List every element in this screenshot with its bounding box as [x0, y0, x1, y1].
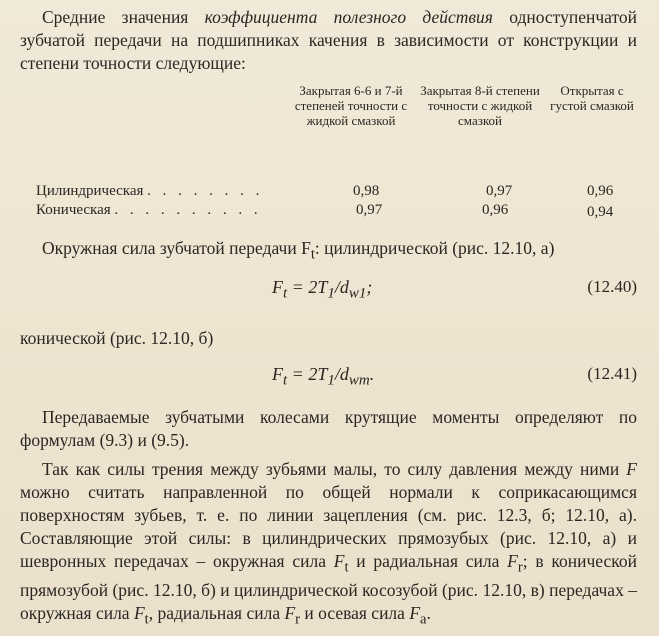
table-cell: 0,96 [482, 202, 509, 218]
conic-paragraph: конической (рис. 12.10, б) [20, 327, 214, 348]
table-cell: 0,98 [353, 183, 380, 199]
efficiency-table [20, 83, 637, 220]
table-header-3: Открытая с густой смазкой [550, 83, 634, 113]
intro-text-1: Средние значения [42, 7, 205, 27]
formula-expression: $F_t = 2T_1/d_{wm}$. [272, 363, 375, 389]
formula-number: (12.41) [587, 363, 637, 383]
table-cell: 0,94 [587, 204, 614, 220]
formula-12-41 [20, 364, 637, 394]
table-cell: 0,97 [486, 183, 513, 199]
intro-paragraph [20, 6, 637, 75]
table-row [36, 182, 263, 200]
table-header-2: Закрытая 8-й степени точности с жидкой смазкой [420, 83, 540, 128]
table-header-1: Закрытая 6-6 и 7-й степеней точности с жидкой смазкой [294, 83, 408, 128]
intro-term: коэффициента полезного действия [204, 7, 493, 27]
force-sub: t [310, 246, 315, 263]
formula-number: (12.40) [587, 276, 637, 296]
formula-expression: $F_t = 2T_1/d_{w1}$; [272, 276, 373, 302]
row-label: Коническая [36, 202, 111, 218]
force-text-tail: : цилиндрической (рис. 12.10, а) [314, 238, 555, 258]
force-text: Окружная сила зубчатой передачи F [42, 238, 311, 258]
table-cell: 0,97 [356, 202, 383, 218]
force-paragraph [20, 237, 637, 267]
table-cell: 0,96 [587, 183, 614, 199]
formula-12-40 [20, 277, 637, 307]
row-dots: . . . . . . . . [147, 183, 264, 199]
row-label: Цилиндрическая [36, 183, 144, 199]
intro-text-2: одноступенчатой зубчатой передачи на подшипниках качения в зависимости от конструкции и степени точности следующие: [20, 7, 637, 73]
row-dots: . . . . . . . . . . [114, 202, 262, 218]
forces-paragraph: Так как силы трения между зубьями малы, то силу давления между ними F можно считать направленной по общей нормали к соприкасающимся поверхностям зубьев, т. е. по линии зацепления (см. рис. 12.3, б; 12.10, а). Составляющие этой силы: в цилиндрических прямозубых (рис. 12.10, а) и шевронных передачах – окружная сила $F_t$ и радиальная сила $F_r$; в конической прямозубой (рис. 12.10, б) и цилиндрической косозубой (рис. 12.10, в) передачах – окружная сила $F_t$, радиальная сила $F_r$ и осевая сила $F_a$. [20, 458, 637, 628]
table-row [36, 201, 262, 219]
moments-paragraph: Передаваемые зубчатыми колесами крутящие моменты определяют по формулам (9.3) и (9.5). [20, 406, 637, 450]
